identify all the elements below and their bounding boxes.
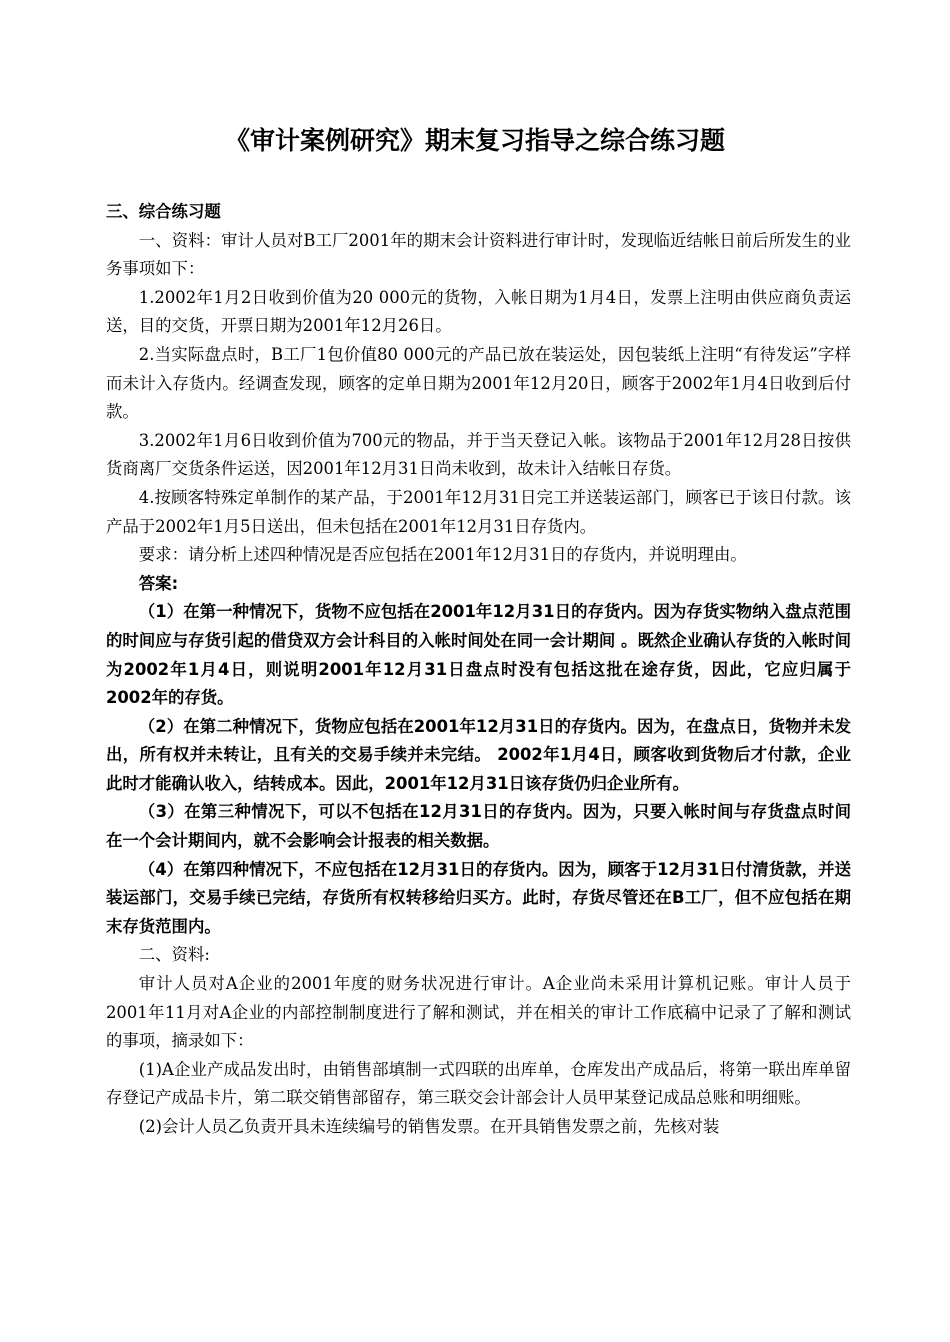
paragraph-item-2: 2.当实际盘点时，B工厂1包价值80 000元的产品已放在装运处，因包装纸上注明“有待发运”字样而未计入存货内。经调查发现，顾客的定单日期为2001年12月20日，顾客于2002年1月4日收到后付款。 (106, 344, 851, 422)
paragraph-item-1: 1.2002年1月2日收到价值为20 000元的货物，入帐日期为1月4日，发票上注明由供应商负责运送，目的交货，开票日期为2001年12月26日。 (106, 287, 851, 336)
paragraph-material-1: 一、资料：审计人员对B工厂2001年的期末会计资料进行审计时，发现临近结帐日前后所发生的业务事项如下： (106, 230, 851, 279)
answer-2: （2）在第二种情况下，货物应包括在2001年12月31日的存货内。因为，在盘点日，货物并未发出，所有权并未转让，且有关的交易手续并未完结。 2002年1月4日，顾客收到货物后才付款，企业此时才能确认收入，结转成本。因此，2001年12月31日该存货仍归企业所有。 (106, 716, 851, 793)
paragraph-item-4: 4.按顾客特殊定单制作的某产品，于2001年12月31日完工并送装运部门，顾客已于该日付款。该产品于2002年1月5日送出，但未包括在2001年12月31日存货内。 (106, 487, 851, 536)
paragraph-item-3: 3.2002年1月6日收到价值为700元的物品，并于当天登记入帐。该物品于2001年12月28日按供货商离厂交货条件运送，因2001年12月31日尚未收到，故未计入结帐日存货。 (106, 430, 851, 479)
paragraph-control-2: (2)会计人员乙负责开具未连续编号的销售发票。在开具销售发票之前，先核对装 (138, 1117, 720, 1136)
answer-4: （4）在第四种情况下，不应包括在12月31日的存货内。因为，顾客于12月31日付清货款，并送装运部门，交易手续已完结，存货所有权转移给归买方。此时，存货尽管还在B工厂，但不应包括在期末存货范围内。 (106, 859, 851, 936)
paragraph-material-2: 二、资料: (138, 945, 210, 965)
answer-3: （3）在第三种情况下，可以不包括在12月31日的存货内。因为，只要入帐时间与存货盘点时间在一个会计期间内，就不会影响会计报表的相关数据。 (106, 802, 851, 851)
answer-1: （1）在第一种情况下，货物不应包括在2001年12月31日的存货内。因为存货实物纳入盘点范围的时间应与存货引起的借贷双方会计科目的入帐时间处在同一会计期间 。既然企业确认存货的入帐时间为2002年1月4日，则说明2001年12月31日盘点时没有包括这批在途存货，因此，它应归属于2002年的存货。 (106, 602, 851, 708)
answer-heading: 答案: (138, 573, 179, 593)
document-title: 《审计案例研究》期末复习指导之综合练习题 (224, 126, 725, 155)
section-heading: 三、综合练习题 (106, 202, 221, 221)
paragraph-requirement: 要求：请分析上述四种情况是否应包括在2001年12月31日的存货内，并说明理由。 (138, 545, 747, 565)
paragraph-control-1: (1)A企业产成品发出时，由销售部填制一式四联的出库单，仓库发出产成品后，将第一联出库单留存登记产成品卡片，第二联交销售部留存，第三联交会计部会计人员甲某登记成品总账和明细账。 (106, 1059, 851, 1108)
paragraph-material-2-intro: 审计人员对A企业的2001年度的财务状况进行审计。A企业尚未采用计算机记账。审计人员于2001年11月对A企业的内部控制制度进行了解和测试，并在相关的审计工作底稿中记录了了解和测试的事项，摘录如下： (106, 974, 851, 1051)
document-body (106, 198, 851, 1142)
